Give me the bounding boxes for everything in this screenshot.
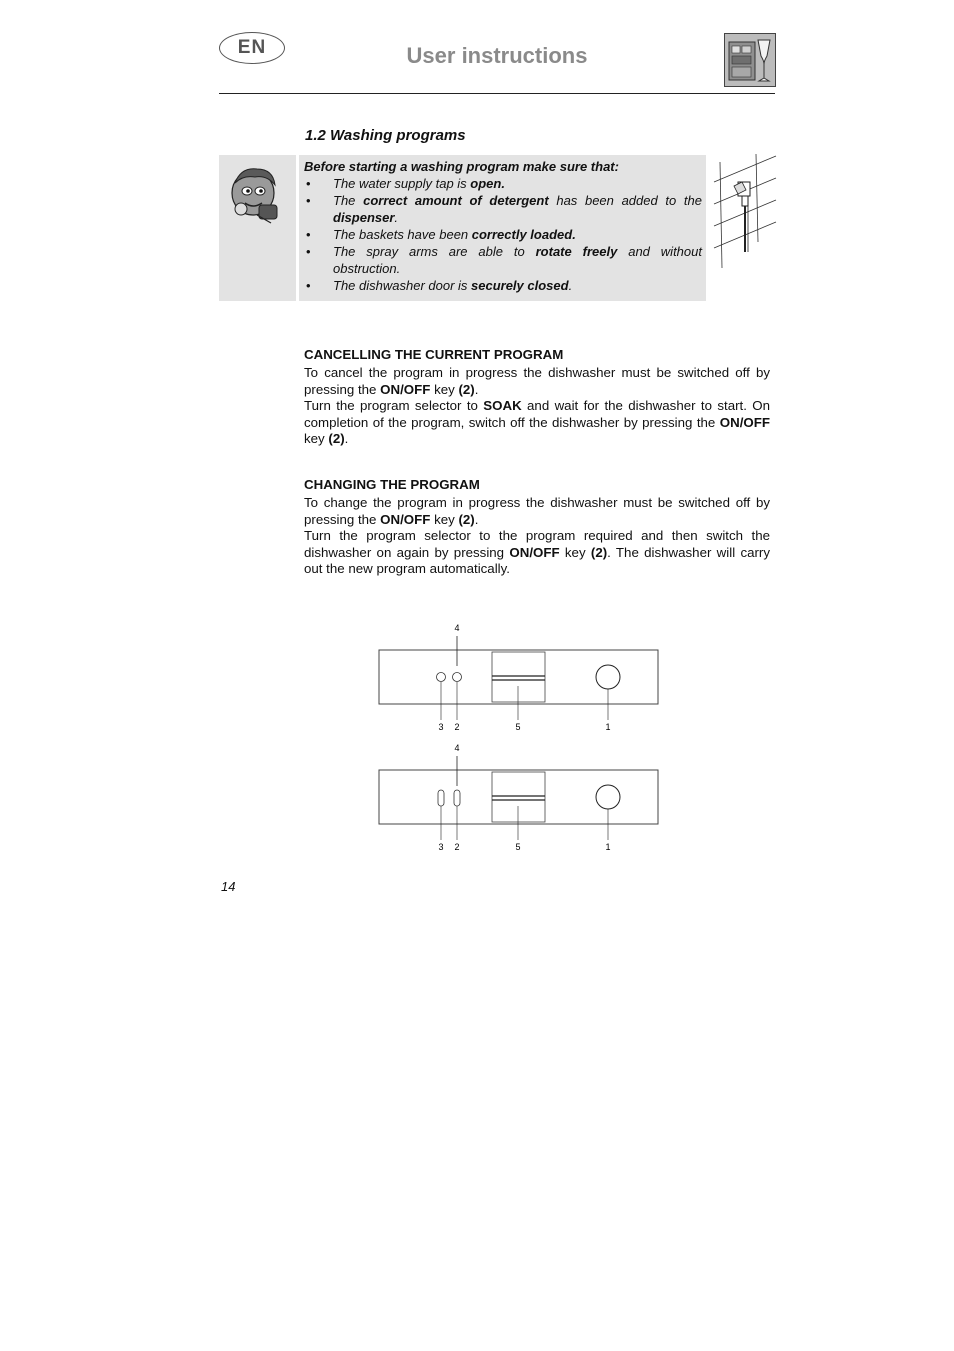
key-ref: (2): [590, 544, 608, 560]
note-icon-panel: [219, 155, 296, 301]
cancelling-body: [304, 365, 770, 448]
button-2: [453, 673, 462, 682]
changing-body: [304, 495, 770, 578]
button-2: [454, 790, 460, 806]
list-item: [304, 226, 702, 243]
callout-label: 4: [454, 623, 460, 633]
item-text: The dishwasher door is: [333, 278, 472, 293]
callout-label: 5: [515, 842, 521, 852]
text: key: [430, 511, 459, 527]
item-emphasis: open.: [470, 176, 505, 191]
item-text: has been added to the: [548, 193, 702, 208]
key-name: ON/OFF: [380, 381, 431, 397]
selector-knob: [596, 785, 620, 809]
text: Turn the program selector to the program required and then switch the dishwasher on again by pressing: [304, 528, 770, 560]
paragraph: [304, 365, 770, 398]
selector-knob: [596, 665, 620, 689]
key-ref: (2): [458, 381, 475, 397]
text: .: [344, 431, 349, 446]
key-name: ON/OFF: [380, 511, 431, 527]
page-title: User instructions: [406, 43, 588, 68]
item-text: The spray arms are able to: [333, 244, 536, 259]
callout-label: 2: [454, 842, 460, 852]
control-panel-oval-buttons: [379, 743, 658, 852]
key-ref: (2): [328, 431, 345, 446]
text: Turn the program selector to: [304, 398, 484, 413]
list-item: [304, 243, 702, 277]
paragraph: [304, 528, 770, 578]
text: and wait for the dishwasher to start. On completion of the program, switch off the dishwasher by pressing the: [304, 398, 770, 430]
callout-label: 1: [605, 842, 611, 852]
text: .: [474, 511, 479, 527]
list-item: [304, 175, 702, 192]
item-text: The: [333, 193, 364, 208]
language-badge: EN: [219, 32, 285, 64]
callout-label: 1: [605, 722, 611, 732]
list-item: [304, 277, 702, 294]
key-ref: (2): [458, 511, 475, 527]
checklist-note: [299, 155, 706, 301]
cartoon-person-icon: [219, 159, 296, 239]
item-emphasis: rotate freely: [535, 244, 618, 259]
text: key: [304, 431, 329, 446]
cancelling-heading: CANCELLING THE CURRENT PROGRAM: [304, 347, 564, 362]
key-name: ON/OFF: [719, 414, 770, 430]
text: .: [474, 381, 479, 397]
control-panel-round-buttons: [379, 623, 658, 732]
callout-label: 5: [515, 722, 521, 732]
control-panel-diagram: [370, 616, 670, 856]
item-emphasis: correctly loaded.: [471, 227, 576, 242]
button-3: [437, 673, 446, 682]
checklist-heading: Before starting a washing program make sure that:: [304, 159, 619, 174]
water-tap-icon: [712, 152, 778, 270]
paragraph: [304, 398, 770, 448]
item-text: and without obstruction.: [333, 244, 702, 276]
dishwasher-glass-icon: [724, 33, 776, 87]
header-divider: [219, 93, 775, 94]
callout-label: 2: [454, 722, 460, 732]
item-text: The water supply tap is: [333, 176, 471, 191]
paragraph: [304, 495, 770, 528]
text: key: [559, 544, 591, 560]
checklist: [304, 175, 702, 294]
callout-label: 3: [438, 722, 444, 732]
item-text: .: [568, 278, 573, 293]
item-text: .: [394, 210, 399, 225]
text: key: [430, 381, 459, 397]
section-title: 1.2 Washing programs: [305, 127, 466, 144]
text: To cancel the program in progress the dishwasher must be switched off by pressing the: [304, 365, 770, 397]
list-item: [304, 192, 702, 226]
item-emphasis: securely closed: [471, 278, 569, 293]
callout-label: 4: [454, 743, 460, 753]
callout-label: 3: [438, 842, 444, 852]
button-3: [438, 790, 444, 806]
page-number: 14: [221, 879, 236, 894]
program-name: SOAK: [483, 398, 522, 413]
item-emphasis: dispenser: [333, 210, 395, 225]
item-emphasis: correct amount of detergent: [363, 193, 549, 208]
text: To change the program in progress the dishwasher must be switched off by pressing the: [304, 495, 770, 527]
key-name: ON/OFF: [509, 544, 560, 560]
text: . The dishwasher will carry out the new program automatically.: [304, 544, 770, 576]
item-text: The baskets have been: [333, 227, 472, 242]
changing-heading: CHANGING THE PROGRAM: [304, 477, 480, 492]
